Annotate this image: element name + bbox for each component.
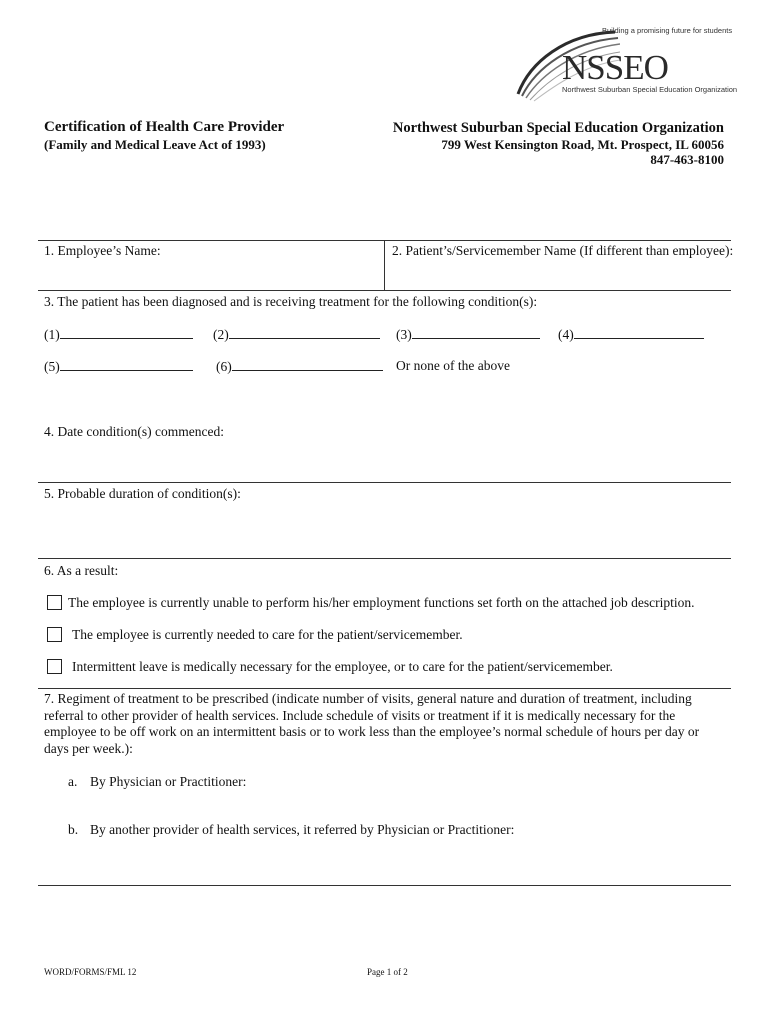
logo-name: NSSEO — [562, 48, 668, 87]
employee-name-field[interactable]: 1. Employee’s Name: — [44, 243, 161, 258]
divider — [38, 558, 731, 559]
result-label: 6. As a result: — [44, 563, 119, 578]
diagnosis-label: 3. The patient has been diagnosed and is receiving treatment for the following condition(s): — [44, 294, 538, 309]
condition-field-1[interactable]: (1) — [44, 326, 193, 343]
care-for-patient-checkbox[interactable] — [47, 627, 62, 642]
condition-field-3[interactable]: (3) — [396, 326, 540, 343]
regiment-b-marker: b. — [68, 822, 79, 837]
divider — [38, 290, 731, 291]
physician-regiment-field[interactable]: By Physician or Practitioner: — [90, 774, 247, 789]
divider — [38, 688, 731, 689]
none-of-above-option[interactable]: Or none of the above — [396, 358, 510, 373]
form-title: Certification of Health Care Provider — [44, 119, 285, 135]
org-address: 799 West Kensington Road, Mt. Prospect, IL 60056 — [441, 137, 724, 152]
date-commenced-field[interactable]: 4. Date condition(s) commenced: — [44, 424, 224, 439]
form-subtitle: (Family and Medical Leave Act of 1993) — [44, 137, 266, 152]
other-provider-regiment-field[interactable]: By another provider of health services, it referred by Physician or Practitioner: — [90, 822, 515, 837]
divider — [384, 240, 385, 290]
unable-to-perform-label: The employee is currently unable to perform his/her employment functions set forth on the attached job description. — [68, 595, 695, 610]
regiment-line: 7. Regiment of treatment to be prescribed (indicate number of visits, general nature and duration of treatment, including — [44, 691, 692, 706]
condition-field-4[interactable]: (4) — [558, 326, 704, 343]
condition-field-2[interactable]: (2) — [213, 326, 380, 343]
condition-field-6[interactable]: (6) — [216, 358, 383, 375]
unable-to-perform-checkbox[interactable] — [47, 595, 62, 610]
divider — [38, 885, 731, 886]
divider — [38, 482, 731, 483]
org-phone: 847-463-8100 — [650, 152, 724, 167]
nsseo-logo — [510, 22, 740, 102]
form-code: WORD/FORMS/FML 12 — [44, 967, 137, 977]
regiment-line: employee to be off work on an intermittent basis or to work less than the employee’s normal schedule of hours per day or — [44, 724, 700, 739]
condition-field-5[interactable]: (5) — [44, 358, 193, 375]
patient-name-field[interactable]: 2. Patient’s/Servicemember Name (If different than employee): — [392, 243, 734, 258]
logo-tagline: Building a promising future for students — [602, 26, 733, 35]
logo-subtitle: Northwest Suburban Special Education Organization — [562, 85, 738, 94]
regiment-line: days per week.): — [44, 740, 133, 756]
regiment-instructions — [44, 691, 724, 757]
duration-field[interactable]: 5. Probable duration of condition(s): — [44, 486, 241, 501]
intermittent-leave-checkbox[interactable] — [47, 659, 62, 674]
care-for-patient-label: The employee is currently needed to care for the patient/servicemember. — [72, 627, 463, 642]
regiment-line: referral to other provider of health services. Include schedule of visits or treatment if it is medically necessary for the — [44, 707, 676, 723]
page-number: Page 1 of 2 — [367, 967, 408, 977]
org-name: Northwest Suburban Special Education Organization — [392, 120, 724, 136]
regiment-a-marker: a. — [68, 774, 78, 789]
intermittent-leave-label: Intermittent leave is medically necessary for the employee, or to care for the patient/servicemember. — [72, 659, 613, 674]
